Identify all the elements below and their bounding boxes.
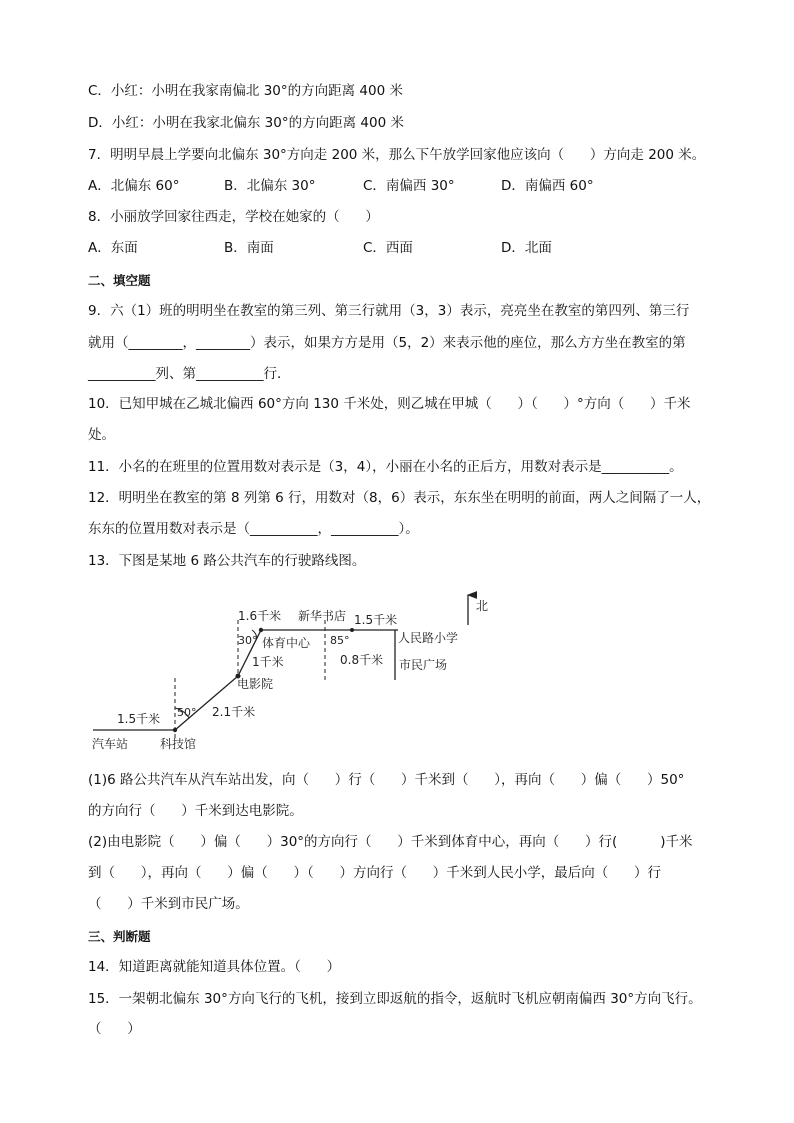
q7-option-c: C．南偏西 30°	[363, 178, 455, 194]
q8-option-a: A．东面	[88, 240, 138, 256]
q9-line-3: __________列、第__________行．	[88, 366, 291, 382]
dist-sports-book: 1.6千米	[238, 609, 282, 623]
q9-line-2: 就用（________，________）表示，如果方方是用（5，2）来表示他的座位，那么方方坐在教室的第	[88, 335, 686, 351]
q7-option-b: B．北偏东 30°	[224, 178, 316, 194]
label-bus-station: 汽车站	[92, 737, 129, 751]
q12-line-1: 12．明明坐在教室的第 8 列第 6 行，用数对（8，6）表示，东东坐在明明的前面，两人之间隔了一人，	[88, 490, 711, 506]
label-tech-museum: 科技馆	[160, 737, 197, 751]
q7-option-d: D．南偏西 60°	[501, 178, 594, 194]
section-heading-fill-blank: 二、填空题	[88, 273, 151, 288]
q13-part2-line-2: 到（ ），再向（ ）偏（ ）（ ）方向行（ ）千米到人民小学，最后向（ ）行	[88, 865, 661, 881]
q7-stem: 7．明明早晨上学要向北偏东 30°方向走 200 米，那么下午放学回家他应该向（ ）方向走 200 米。	[88, 147, 706, 163]
q11: 11．小名的在班里的位置用数对表示是（3，4），小丽在小名的正后方，用数对表示是__________。	[88, 459, 683, 475]
dist-station-tech: 1.5千米	[117, 712, 161, 726]
q13-stem: 13．下图是某地 6 路公共汽车的行驶路线图。	[88, 553, 366, 569]
bus-route-map	[0, 580, 794, 760]
label-bookstore: 新华书店	[298, 609, 347, 623]
q9-line-1: 9．六（1）班的明明坐在教室的第三列、第三行就用（3，3）表示，亮亮坐在教室的第四列、第三行	[88, 303, 690, 319]
q13-part2-line-3: （ ）千米到市民广场。	[88, 896, 249, 912]
dist-book-school: 1.5千米	[354, 613, 398, 627]
q13-part2-line-1: (2)由电影院（ ）偏（ ）30°的方向行（ ）千米到体育中心，再向（ ）行( )千米	[88, 834, 693, 850]
q8-option-b: B．南面	[224, 240, 274, 256]
q10-line-2: 处。	[88, 427, 115, 443]
q7-option-a: A．北偏东 60°	[88, 178, 180, 194]
north-label: 北	[476, 599, 489, 613]
section-heading-true-false: 三、判断题	[88, 929, 151, 944]
dist-tech-cinema: 2.1千米	[212, 705, 256, 719]
q10-line-1: 10．已知甲城在乙城北偏西 60°方向 130 千米处，则乙城在甲城（ ）（ ）°方向（ ）千米	[88, 396, 691, 412]
q15-line-2: （ ）	[88, 1021, 141, 1037]
label-cinema: 电影院	[237, 677, 274, 691]
q6-option-d: D．小红：小明在我家北偏东 30°的方向距离 400 米	[88, 115, 404, 131]
dist-school-plaza: 0.8千米	[340, 653, 384, 667]
q13-part1-line-2: 的方向行（ ）千米到达电影院。	[88, 803, 303, 819]
label-sports-center: 体育中心	[262, 636, 311, 650]
label-school: 人民路小学	[398, 631, 459, 645]
q14: 14．知道距离就能知道具体位置。（ ）	[88, 959, 341, 975]
angle-30: 30°	[238, 634, 258, 647]
q12-line-2: 东东的位置用数对表示是（__________，__________）。	[88, 521, 419, 537]
dist-cinema-sports: 1千米	[252, 655, 284, 669]
route-tech-to-cinema	[175, 676, 238, 730]
q15-line-1: 15．一架朝北偏东 30°方向飞行的飞机，接到立即返航的指令，返航时飞机应朝南偏西 30°方向飞行。	[88, 991, 702, 1007]
label-plaza: 市民广场	[399, 658, 448, 672]
q8-stem: 8．小丽放学回家往西走，学校在她家的（ ）	[88, 209, 379, 225]
angle-85: 85°	[330, 634, 350, 647]
q6-option-c: C．小红：小明在我家南偏北 30°的方向距离 400 米	[88, 83, 403, 99]
q8-option-d: D．北面	[501, 240, 552, 256]
q8-option-c: C．西面	[363, 240, 413, 256]
angle-50: 50°	[177, 706, 197, 719]
q13-part1-line-1: (1)6 路公共汽车从汽车站出发，向（ ）行（ ）千米到（ ），再向（ ）偏（ ）50°	[88, 772, 685, 788]
